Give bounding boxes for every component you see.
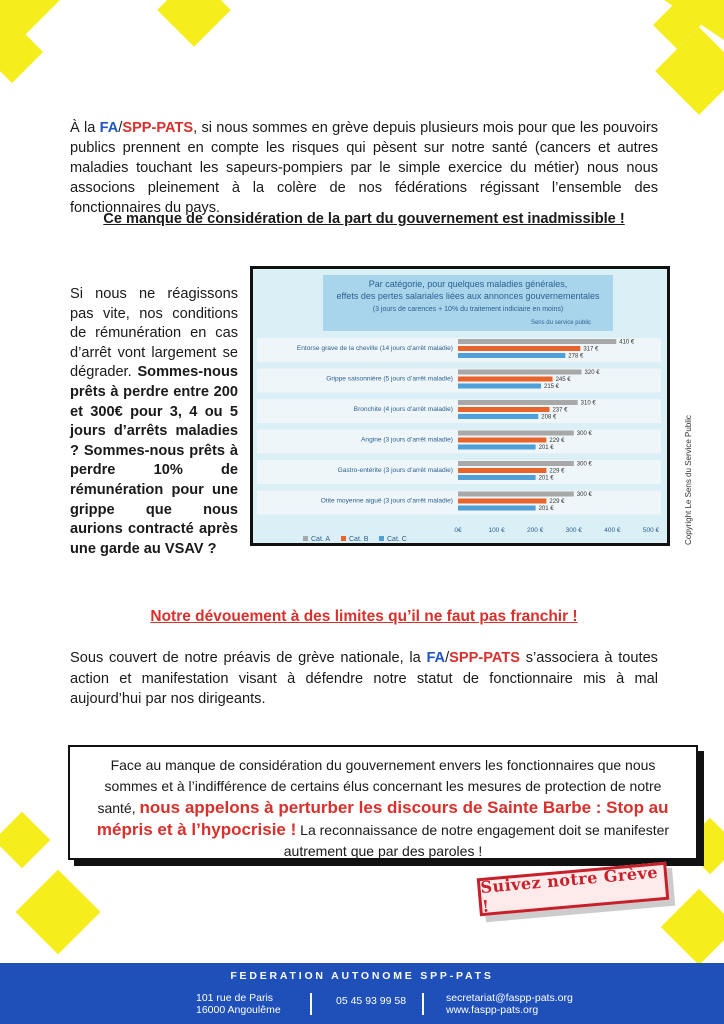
salary-loss-chart [250, 266, 670, 546]
chart-data-label: 229 € [549, 468, 565, 475]
chart-bar [458, 506, 536, 511]
footer [0, 963, 724, 1024]
footer-separator [310, 993, 312, 1015]
chart-data-label: 410 € [619, 339, 635, 346]
chart-bar [458, 353, 565, 358]
strike-stamp: Suivez notre Grève ! [477, 862, 670, 916]
footer-website-link[interactable]: www.faspp-pats.org [446, 1004, 539, 1016]
chart-data-label: 320 € [584, 370, 600, 376]
chart-bar [458, 492, 574, 497]
address-line-2: 16000 Angoulême [196, 1004, 281, 1016]
chart-data-label: 300 € [576, 461, 592, 468]
footer-title: FEDERATION AUTONOME SPP-PATS [230, 970, 494, 982]
chart-data-label: 229 € [549, 438, 565, 444]
org-name-fa: FA [99, 120, 119, 136]
chart-legend-swatch [303, 536, 308, 541]
org-name-spp: SPP-PATS [122, 120, 194, 136]
chart-data-label: 201 € [538, 506, 554, 512]
chart-tick-label: 500 € [642, 527, 660, 534]
chart-data-label: 201 € [538, 445, 554, 451]
org-name-fa: FA [426, 650, 446, 666]
chart-data-label: 208 € [541, 414, 557, 421]
chart-bar [458, 346, 580, 351]
chart-legend-label: Cat. A [311, 536, 331, 543]
chart-tick-label: 100 € [488, 527, 505, 534]
chart-category-label: Otite moyenne aiguë (3 jours d’arrêt maladie) [320, 497, 453, 505]
chart-category-label: Gastro-entérite (3 jours d’arrêt maladie) [337, 467, 453, 474]
chart-bar [458, 468, 546, 473]
chart-bar [458, 339, 616, 344]
chart-data-label: 201 € [538, 475, 554, 482]
chart-category-label: Angine (3 jours d’arrêt maladie) [361, 436, 453, 444]
org-name-slash: / [445, 650, 450, 666]
decor-diamond-top-right-2 [655, 27, 724, 115]
side-text-plain: Si nous ne réagissons pas vite, nos conditions de rémunération en cas d’arrêt vont largement se dégrader. [70, 286, 238, 381]
chart-copyright: Copyright Le Sens du Service Public [684, 415, 693, 545]
footer-email-link[interactable]: secretariat@faspp-pats.org [446, 992, 573, 1004]
chart-title-line: effets des pertes salariales liées aux annonces gouvernementales [336, 291, 600, 301]
para2-prefix: Sous couvert de notre préavis de grève nationale, la [70, 650, 427, 666]
chart-subtitle: (3 jours de carences + 10% du traitement indiciaire en moins) [372, 306, 564, 313]
chart-data-label: 237 € [552, 407, 568, 414]
chart-bar [458, 475, 536, 480]
chart-category-label: Bronchite (4 jours d’arrêt maladie) [353, 406, 453, 413]
decor-diamond-bottom-left-1 [0, 812, 50, 869]
decor-diamond-top-left [0, 21, 43, 83]
chart-title-line: Par catégorie, pour quelques maladies générales, [368, 279, 568, 289]
call-to-action-box [68, 745, 698, 860]
intro-text: , si nous sommes en grève depuis plusieurs mois pour que les pouvoirs publics prennent en compte les risques qui pèsent sur notre santé (cancers et autres maladies touchant les sapeurs-pompiers par le simple exercice du métier) nous nous associons pleinement à la colère de nos fédérations régissant l’ensemble des fonctionnaires du pays. [70, 120, 659, 216]
chart-tick-label: 0€ [454, 527, 462, 534]
callout-text-1: Face au manque de considération du gouvernement envers les fonctionnaires que nous sommes et à l’indifférence de certains élus concernant les mesures de protection de notre santé, [97, 757, 662, 816]
callout-highlight: nous appelons à perturber les discours de Sainte Barbe : Stop au mépris et à l’hypocrisie ! [96, 798, 669, 839]
chart-legend-swatch [341, 536, 346, 541]
side-text-bold: Sommes-nous prêts à perdre entre 200 et 300€ pour 3, 4 ou 5 jours d’arrêts maladies ? Sommes-nous prêts à perdre 10% de rémunération pour une grippe que nous aurions contracté après une garde au VSAV ? [70, 364, 238, 557]
chart-data-label: 278 € [568, 353, 584, 360]
chart-bar [458, 400, 578, 405]
headline-inadmissible: Ce manque de considération de la part du gouvernement est inadmissible ! [103, 211, 625, 227]
chart-tick-label: 400 € [604, 527, 621, 534]
chart-data-label: 310 € [580, 400, 596, 407]
callout-text-2: La reconnaissance de notre engagement doit se manifester autrement que par des paroles ! [283, 822, 670, 859]
decor-diamond-top-center [157, 0, 231, 47]
chart-bar [458, 445, 536, 450]
chart-bar [458, 370, 582, 375]
chart-data-label: 245 € [555, 377, 571, 383]
chart-bar [458, 431, 574, 436]
chart-bar [458, 438, 546, 443]
chart-bar [458, 377, 553, 382]
chart-category-label: Entorse grave de la cheville (14 jours d’arrêt maladie) [296, 345, 453, 352]
strike-paragraph [70, 648, 658, 710]
chart-bar [458, 414, 538, 419]
headline-devouement: Notre dévouement à des limites qu’il ne faut pas franchir ! [150, 608, 578, 625]
org-name-spp: SPP-PATS [449, 650, 520, 666]
chart-data-label: 300 € [576, 431, 592, 437]
chart-canvas [253, 269, 667, 543]
footer-separator [422, 993, 424, 1015]
address-line-1: 101 rue de Paris [196, 992, 274, 1004]
chart-category-label: Grippe saisonnière (5 jours d’arrêt maladie) [326, 375, 453, 383]
chart-bar [458, 461, 574, 466]
chart-data-label: 215 € [543, 384, 560, 390]
chart-legend-swatch [379, 536, 384, 541]
side-paragraph [70, 285, 238, 559]
org-name-slash: / [118, 120, 123, 136]
chart-legend-label: Cat. B [349, 536, 369, 543]
chart-tick-label: 200 € [527, 527, 544, 534]
chart-bar [458, 407, 549, 412]
para2-text: s’associera à toutes action et manifestation visant à défendre notre statut de fonctionnaire mis à mal aujourd’hui par nos dirigeants. [70, 650, 658, 707]
chart-source: Sens du service public [530, 320, 591, 326]
footer-contact [446, 992, 573, 1016]
intro-paragraph [70, 118, 658, 218]
chart-tick-label: 300 € [565, 527, 582, 534]
intro-prefix: À la [70, 120, 100, 136]
chart-data-label: 300 € [576, 492, 592, 498]
footer-address [196, 992, 281, 1016]
chart-bar [458, 384, 541, 389]
chart-legend-label: Cat. C [387, 536, 407, 543]
decor-diamond-bottom-left-2 [16, 870, 101, 955]
chart-data-label: 317 € [583, 346, 599, 353]
chart-bar [458, 499, 546, 504]
chart-data-label: 229 € [549, 499, 565, 505]
footer-phone: 05 45 93 99 58 [336, 995, 407, 1007]
